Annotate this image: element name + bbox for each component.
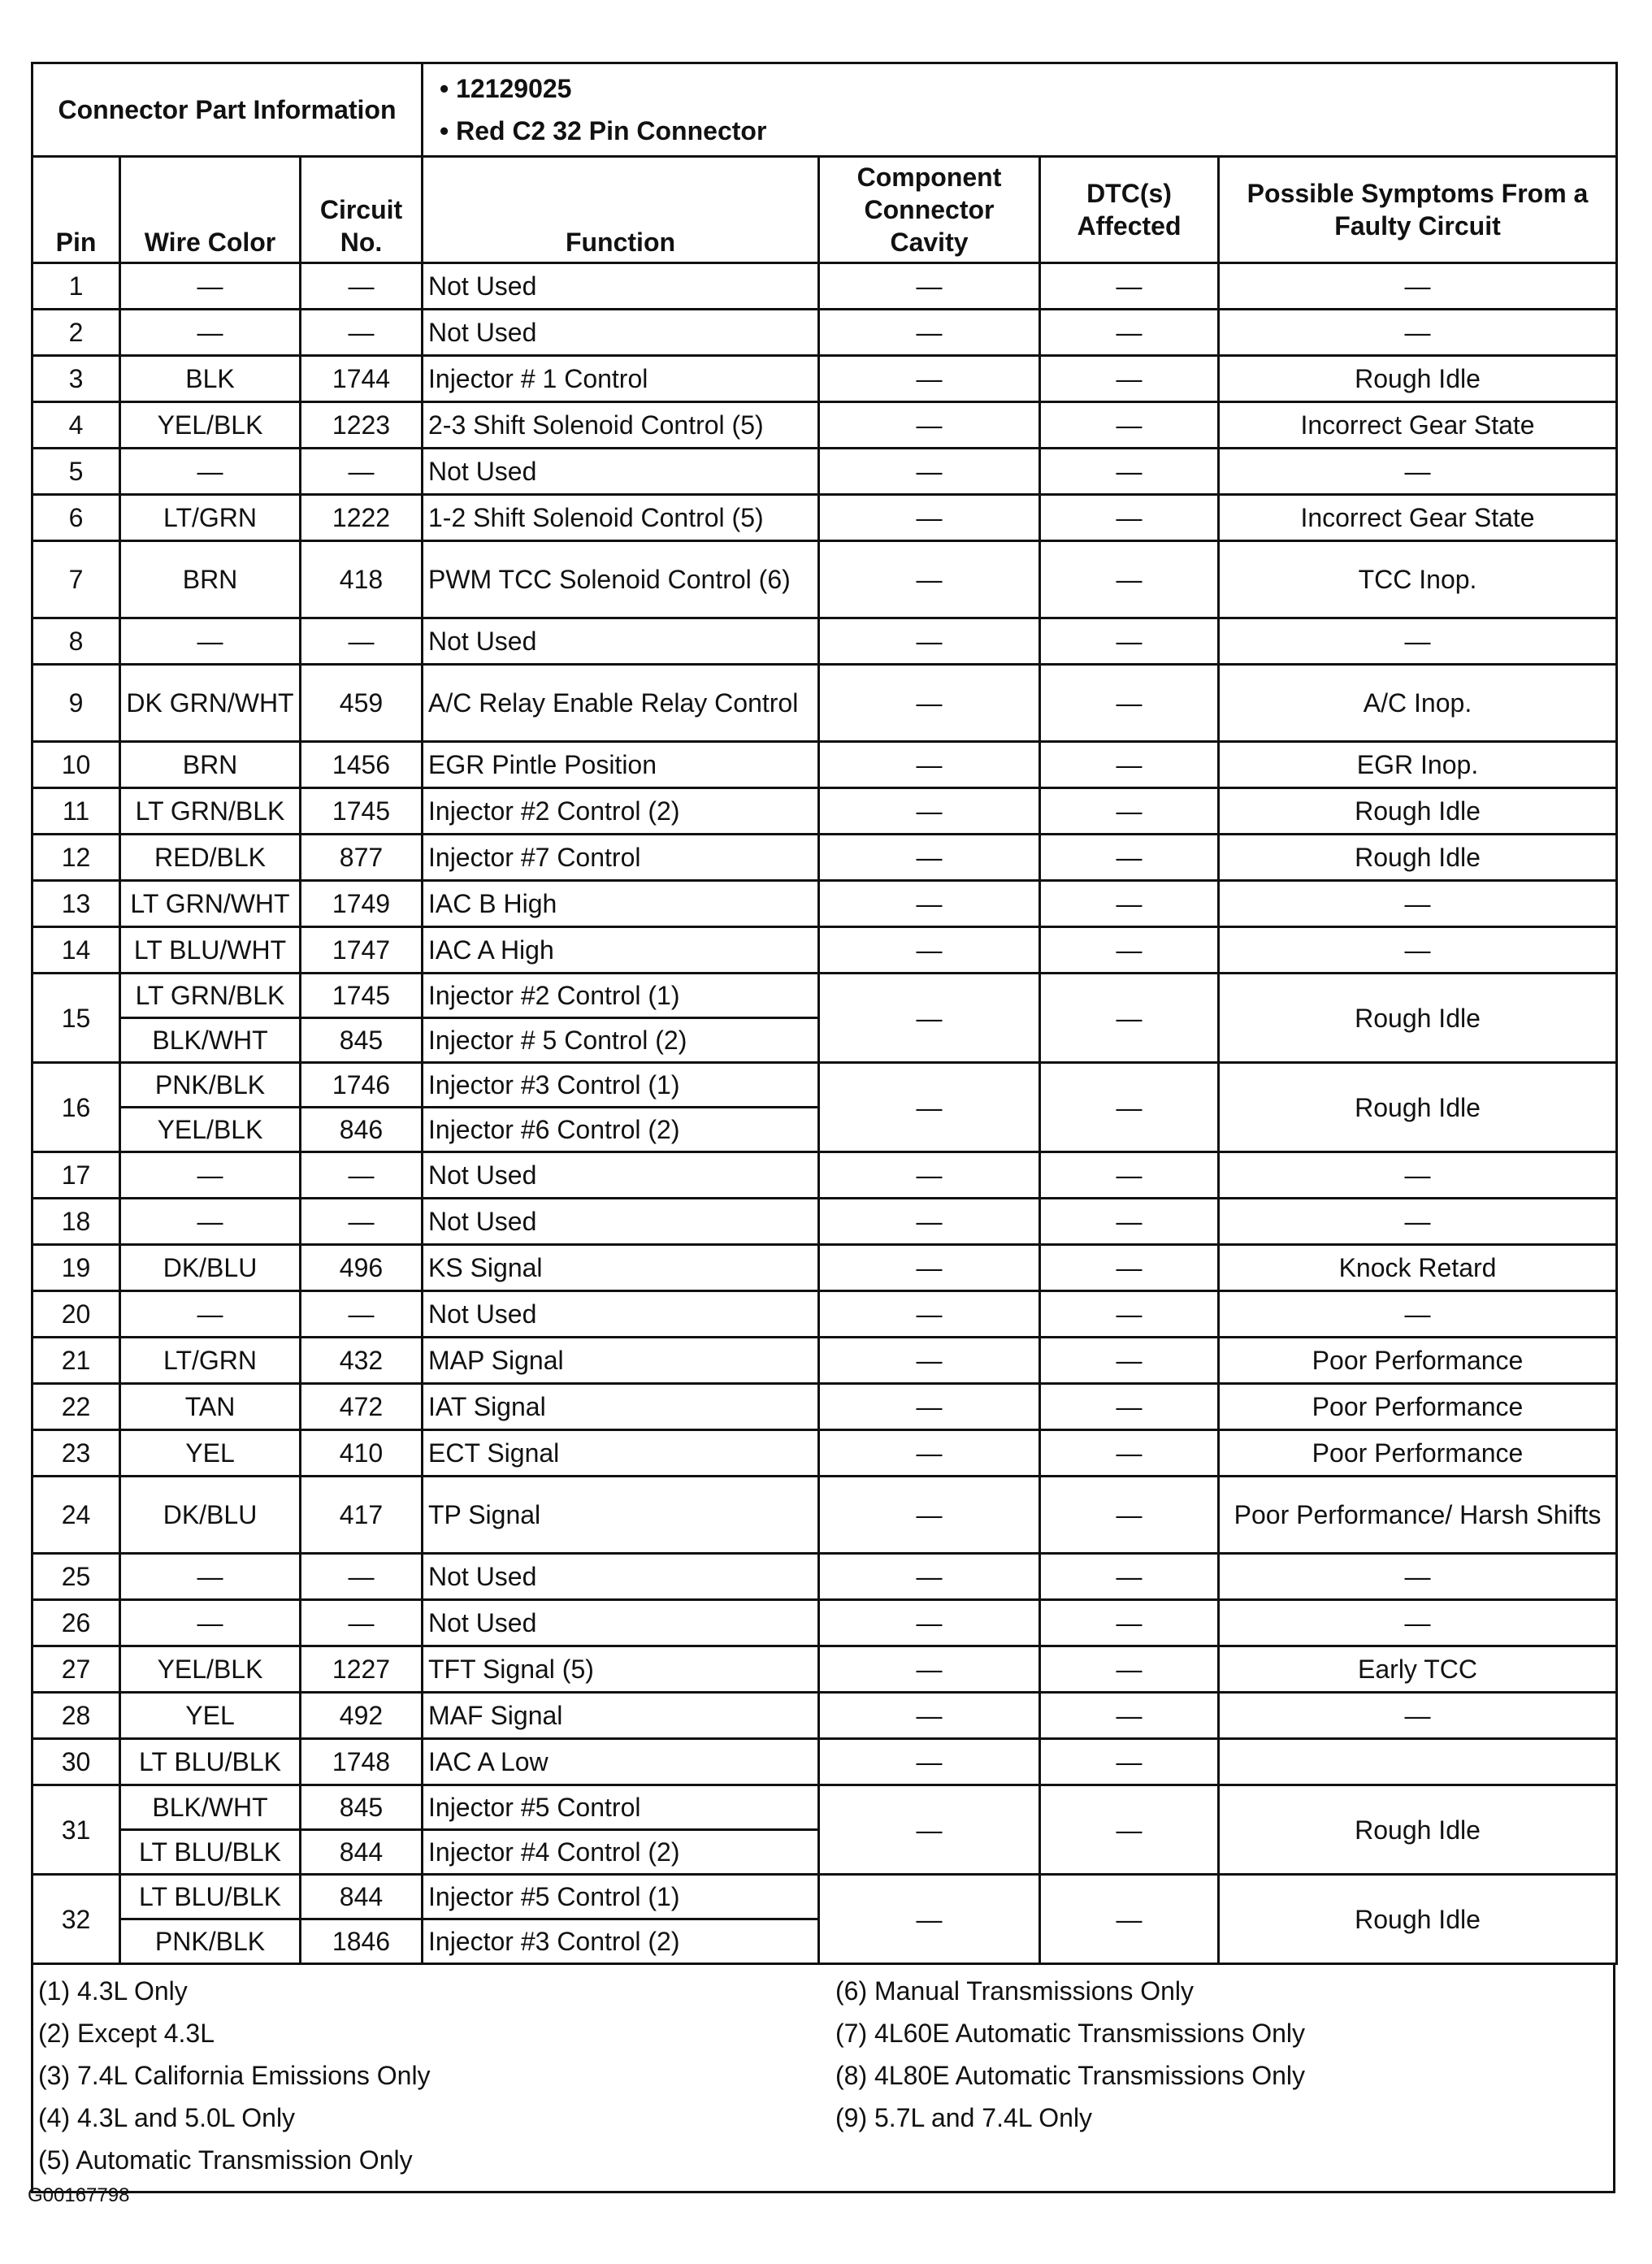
symptom-cell: Poor Performance bbox=[1219, 1384, 1617, 1430]
table-row bbox=[33, 788, 1617, 835]
cavity-cell: — bbox=[819, 1739, 1040, 1785]
table-row bbox=[33, 665, 1617, 742]
function-cell: 1-2 Shift Solenoid Control (5) bbox=[423, 495, 819, 541]
dtc-cell: — bbox=[1040, 1875, 1219, 1964]
cavity-cell: — bbox=[819, 310, 1040, 356]
function-cell: Not Used bbox=[423, 1291, 819, 1338]
table-row bbox=[33, 1785, 1617, 1830]
wire-color-cell: BRN bbox=[120, 541, 301, 618]
function-cell: Not Used bbox=[423, 1152, 819, 1199]
dtc-cell: — bbox=[1040, 495, 1219, 541]
wire-color-cell: LT/GRN bbox=[120, 1338, 301, 1384]
function-cell: MAP Signal bbox=[423, 1338, 819, 1384]
cavity-cell: — bbox=[819, 665, 1040, 742]
dtc-cell: — bbox=[1040, 835, 1219, 881]
footnote: (5) Automatic Transmission Only bbox=[38, 2145, 413, 2175]
pin-cell: 19 bbox=[33, 1245, 120, 1291]
function-cell: Not Used bbox=[423, 1554, 819, 1600]
cavity-cell: — bbox=[819, 1338, 1040, 1384]
cavity-cell: — bbox=[819, 1199, 1040, 1245]
circuit-cell: 1745 bbox=[301, 974, 423, 1018]
pin-cell: 26 bbox=[33, 1600, 120, 1646]
cavity-cell: — bbox=[819, 1430, 1040, 1477]
symptom-cell: TCC Inop. bbox=[1219, 541, 1617, 618]
cavity-cell: — bbox=[819, 1477, 1040, 1554]
function-cell: IAC B High bbox=[423, 881, 819, 927]
circuit-cell: 417 bbox=[301, 1477, 423, 1554]
dtc-cell: — bbox=[1040, 1739, 1219, 1785]
pin-cell: 5 bbox=[33, 449, 120, 495]
footnote: (4) 4.3L and 5.0L Only bbox=[38, 2103, 296, 2132]
footnote: (9) 5.7L and 7.4L Only bbox=[835, 2103, 1093, 2132]
footnote: (1) 4.3L Only bbox=[38, 1976, 188, 2006]
wire-color-cell: LT GRN/WHT bbox=[120, 881, 301, 927]
wire-color-cell: RED/BLK bbox=[120, 835, 301, 881]
dtc-cell: — bbox=[1040, 1646, 1219, 1693]
footnote: (3) 7.4L California Emissions Only bbox=[38, 2061, 431, 2090]
wire-color-cell: YEL/BLK bbox=[120, 1646, 301, 1693]
circuit-cell: — bbox=[301, 1291, 423, 1338]
pin-cell: 28 bbox=[33, 1693, 120, 1739]
table-row bbox=[33, 1063, 1617, 1108]
pin-cell: 1 bbox=[33, 263, 120, 310]
circuit-cell: 492 bbox=[301, 1693, 423, 1739]
dtc-cell: — bbox=[1040, 881, 1219, 927]
dtc-cell: — bbox=[1040, 263, 1219, 310]
pin-cell: 23 bbox=[33, 1430, 120, 1477]
table-row bbox=[33, 1338, 1617, 1384]
function-cell: Not Used bbox=[423, 310, 819, 356]
function-cell: ECT Signal bbox=[423, 1430, 819, 1477]
function-cell: Injector #4 Control (2) bbox=[423, 1830, 819, 1875]
col-header-circuit-no: Circuit No. bbox=[301, 157, 423, 263]
symptom-cell: EGR Inop. bbox=[1219, 742, 1617, 788]
connector-info-list bbox=[423, 63, 1617, 157]
table-row bbox=[33, 449, 1617, 495]
dtc-cell: — bbox=[1040, 1785, 1219, 1875]
cavity-cell: — bbox=[819, 742, 1040, 788]
table-row bbox=[33, 974, 1617, 1018]
function-cell: IAC A Low bbox=[423, 1739, 819, 1785]
figure-id: G00167798 bbox=[28, 2184, 130, 2206]
table-row bbox=[33, 1875, 1617, 1919]
table-row bbox=[33, 835, 1617, 881]
dtc-cell: — bbox=[1040, 788, 1219, 835]
function-cell: TFT Signal (5) bbox=[423, 1646, 819, 1693]
pin-cell: 24 bbox=[33, 1477, 120, 1554]
symptom-cell: — bbox=[1219, 1199, 1617, 1245]
circuit-cell: 472 bbox=[301, 1384, 423, 1430]
table-row bbox=[33, 1245, 1617, 1291]
pin-cell: 22 bbox=[33, 1384, 120, 1430]
symptom-cell: Poor Performance bbox=[1219, 1430, 1617, 1477]
dtc-cell: — bbox=[1040, 1063, 1219, 1152]
wire-color-cell: LT BLU/WHT bbox=[120, 927, 301, 974]
footnote: (7) 4L60E Automatic Transmissions Only bbox=[835, 2019, 1306, 2048]
pin-cell: 18 bbox=[33, 1199, 120, 1245]
circuit-cell: 1748 bbox=[301, 1739, 423, 1785]
circuit-cell: 1846 bbox=[301, 1919, 423, 1964]
pin-cell: 30 bbox=[33, 1739, 120, 1785]
cavity-cell: — bbox=[819, 402, 1040, 449]
wire-color-cell: — bbox=[120, 1199, 301, 1245]
dtc-cell: — bbox=[1040, 541, 1219, 618]
cavity-cell: — bbox=[819, 927, 1040, 974]
table-row bbox=[33, 1384, 1617, 1430]
function-cell: PWM TCC Solenoid Control (6) bbox=[423, 541, 819, 618]
wire-color-cell: BRN bbox=[120, 742, 301, 788]
wire-color-cell: LT BLU/BLK bbox=[120, 1830, 301, 1875]
cavity-cell: — bbox=[819, 974, 1040, 1063]
pin-cell: 9 bbox=[33, 665, 120, 742]
table-row bbox=[33, 1477, 1617, 1554]
cavity-cell: — bbox=[819, 1646, 1040, 1693]
circuit-cell: — bbox=[301, 1554, 423, 1600]
function-cell: IAC A High bbox=[423, 927, 819, 974]
pin-cell: 31 bbox=[33, 1785, 120, 1875]
cavity-cell: — bbox=[819, 449, 1040, 495]
dtc-cell: — bbox=[1040, 1291, 1219, 1338]
circuit-cell: 1223 bbox=[301, 402, 423, 449]
symptom-cell: Rough Idle bbox=[1219, 1063, 1617, 1152]
function-cell: A/C Relay Enable Relay Control bbox=[423, 665, 819, 742]
pin-cell: 2 bbox=[33, 310, 120, 356]
symptom-cell: — bbox=[1219, 1152, 1617, 1199]
function-cell: Injector # 1 Control bbox=[423, 356, 819, 402]
wire-color-cell: TAN bbox=[120, 1384, 301, 1430]
dtc-cell: — bbox=[1040, 974, 1219, 1063]
wire-color-cell: BLK bbox=[120, 356, 301, 402]
connector-sheet bbox=[31, 62, 1615, 2193]
pin-cell: 21 bbox=[33, 1338, 120, 1384]
cavity-cell: — bbox=[819, 1554, 1040, 1600]
wire-color-cell: DK/BLU bbox=[120, 1477, 301, 1554]
wire-color-cell: YEL bbox=[120, 1430, 301, 1477]
col-header-dtc: DTC(s) Affected bbox=[1040, 157, 1219, 263]
table-row bbox=[33, 402, 1617, 449]
circuit-cell: — bbox=[301, 1199, 423, 1245]
symptom-cell: Rough Idle bbox=[1219, 1875, 1617, 1964]
dtc-cell: — bbox=[1040, 1477, 1219, 1554]
function-cell: Not Used bbox=[423, 1199, 819, 1245]
symptom-cell: — bbox=[1219, 927, 1617, 974]
dtc-cell: — bbox=[1040, 1245, 1219, 1291]
circuit-cell: 459 bbox=[301, 665, 423, 742]
function-cell: Injector #2 Control (1) bbox=[423, 974, 819, 1018]
symptom-cell: Poor Performance bbox=[1219, 1338, 1617, 1384]
pin-cell: 6 bbox=[33, 495, 120, 541]
wire-color-cell: LT BLU/BLK bbox=[120, 1739, 301, 1785]
pin-cell: 25 bbox=[33, 1554, 120, 1600]
connector-part-number: • 12129025 bbox=[440, 74, 572, 103]
dtc-cell: — bbox=[1040, 310, 1219, 356]
circuit-cell: 418 bbox=[301, 541, 423, 618]
wire-color-cell: BLK/WHT bbox=[120, 1785, 301, 1830]
footnote: (6) Manual Transmissions Only bbox=[835, 1976, 1195, 2006]
cavity-cell: — bbox=[819, 1152, 1040, 1199]
pin-cell: 4 bbox=[33, 402, 120, 449]
symptom-cell: Incorrect Gear State bbox=[1219, 402, 1617, 449]
wire-color-cell: — bbox=[120, 310, 301, 356]
function-cell: Injector # 5 Control (2) bbox=[423, 1018, 819, 1063]
dtc-cell: — bbox=[1040, 449, 1219, 495]
cavity-cell: — bbox=[819, 1693, 1040, 1739]
table-row bbox=[33, 356, 1617, 402]
circuit-cell: 844 bbox=[301, 1830, 423, 1875]
table-row bbox=[33, 1600, 1617, 1646]
table-row bbox=[33, 263, 1617, 310]
table-row bbox=[33, 541, 1617, 618]
table-row bbox=[33, 1693, 1617, 1739]
cavity-cell: — bbox=[819, 881, 1040, 927]
dtc-cell: — bbox=[1040, 1430, 1219, 1477]
function-cell: EGR Pintle Position bbox=[423, 742, 819, 788]
pin-cell: 7 bbox=[33, 541, 120, 618]
symptom-cell: — bbox=[1219, 1693, 1617, 1739]
dtc-cell: — bbox=[1040, 1152, 1219, 1199]
table-row bbox=[33, 495, 1617, 541]
circuit-cell: — bbox=[301, 618, 423, 665]
circuit-cell: 432 bbox=[301, 1338, 423, 1384]
col-header-function: Function bbox=[423, 157, 819, 263]
table-row bbox=[33, 1152, 1617, 1199]
function-cell: IAT Signal bbox=[423, 1384, 819, 1430]
table-row bbox=[33, 927, 1617, 974]
function-cell: Injector #5 Control bbox=[423, 1785, 819, 1830]
table-row bbox=[33, 742, 1617, 788]
dtc-cell: — bbox=[1040, 1199, 1219, 1245]
dtc-cell: — bbox=[1040, 742, 1219, 788]
pin-cell: 17 bbox=[33, 1152, 120, 1199]
pin-cell: 8 bbox=[33, 618, 120, 665]
symptom-cell: Early TCC bbox=[1219, 1646, 1617, 1693]
table-row bbox=[33, 1291, 1617, 1338]
function-cell: Injector #6 Control (2) bbox=[423, 1108, 819, 1152]
col-header-pin: Pin bbox=[33, 157, 120, 263]
function-cell: Not Used bbox=[423, 618, 819, 665]
symptom-cell: — bbox=[1219, 310, 1617, 356]
footnotes bbox=[31, 1965, 1615, 2193]
cavity-cell: — bbox=[819, 1384, 1040, 1430]
symptom-cell: Rough Idle bbox=[1219, 1785, 1617, 1875]
dtc-cell: — bbox=[1040, 1554, 1219, 1600]
cavity-cell: — bbox=[819, 1600, 1040, 1646]
cavity-cell: — bbox=[819, 1245, 1040, 1291]
wire-color-cell: YEL/BLK bbox=[120, 402, 301, 449]
function-cell: MAF Signal bbox=[423, 1693, 819, 1739]
symptom-cell: Rough Idle bbox=[1219, 835, 1617, 881]
circuit-cell: 845 bbox=[301, 1785, 423, 1830]
dtc-cell: — bbox=[1040, 927, 1219, 974]
symptom-cell: — bbox=[1219, 618, 1617, 665]
cavity-cell: — bbox=[819, 541, 1040, 618]
wire-color-cell: PNK/BLK bbox=[120, 1063, 301, 1108]
circuit-cell: 1747 bbox=[301, 927, 423, 974]
circuit-cell: 410 bbox=[301, 1430, 423, 1477]
symptom-cell: — bbox=[1219, 1554, 1617, 1600]
dtc-cell: — bbox=[1040, 665, 1219, 742]
circuit-cell: 877 bbox=[301, 835, 423, 881]
cavity-cell: — bbox=[819, 1875, 1040, 1964]
circuit-cell: 1222 bbox=[301, 495, 423, 541]
cavity-cell: — bbox=[819, 263, 1040, 310]
cavity-cell: — bbox=[819, 495, 1040, 541]
pin-cell: 3 bbox=[33, 356, 120, 402]
wire-color-cell: YEL bbox=[120, 1693, 301, 1739]
symptom-cell: A/C Inop. bbox=[1219, 665, 1617, 742]
circuit-cell: — bbox=[301, 263, 423, 310]
symptom-cell: — bbox=[1219, 449, 1617, 495]
table-row bbox=[33, 618, 1617, 665]
table-row bbox=[33, 1430, 1617, 1477]
circuit-cell: 1746 bbox=[301, 1063, 423, 1108]
function-cell: Injector #7 Control bbox=[423, 835, 819, 881]
dtc-cell: — bbox=[1040, 1384, 1219, 1430]
cavity-cell: — bbox=[819, 1291, 1040, 1338]
symptom-cell: — bbox=[1219, 1291, 1617, 1338]
circuit-cell: 845 bbox=[301, 1018, 423, 1063]
pin-cell: 13 bbox=[33, 881, 120, 927]
symptom-cell: — bbox=[1219, 263, 1617, 310]
pin-cell: 20 bbox=[33, 1291, 120, 1338]
wire-color-cell: DK GRN/WHT bbox=[120, 665, 301, 742]
circuit-cell: 844 bbox=[301, 1875, 423, 1919]
connector-info-row bbox=[33, 63, 1617, 157]
symptom-cell: Rough Idle bbox=[1219, 356, 1617, 402]
table-row bbox=[33, 310, 1617, 356]
dtc-cell: — bbox=[1040, 356, 1219, 402]
pin-cell: 14 bbox=[33, 927, 120, 974]
table-row bbox=[33, 1199, 1617, 1245]
function-cell: Not Used bbox=[423, 263, 819, 310]
function-cell: Not Used bbox=[423, 449, 819, 495]
symptom-cell bbox=[1219, 1739, 1617, 1785]
circuit-cell: 846 bbox=[301, 1108, 423, 1152]
cavity-cell: — bbox=[819, 788, 1040, 835]
wire-color-cell: — bbox=[120, 1152, 301, 1199]
pin-cell: 15 bbox=[33, 974, 120, 1063]
connector-description: • Red C2 32 Pin Connector bbox=[440, 116, 767, 145]
circuit-cell: 496 bbox=[301, 1245, 423, 1291]
function-cell: KS Signal bbox=[423, 1245, 819, 1291]
symptom-cell: Incorrect Gear State bbox=[1219, 495, 1617, 541]
footnote: (8) 4L80E Automatic Transmissions Only bbox=[835, 2061, 1306, 2090]
cavity-cell: — bbox=[819, 356, 1040, 402]
col-header-cavity: Component Connector Cavity bbox=[819, 157, 1040, 263]
function-cell: Injector #2 Control (2) bbox=[423, 788, 819, 835]
circuit-cell: — bbox=[301, 310, 423, 356]
circuit-cell: — bbox=[301, 449, 423, 495]
wire-color-cell: PNK/BLK bbox=[120, 1919, 301, 1964]
wire-color-cell: LT GRN/BLK bbox=[120, 788, 301, 835]
symptom-cell: — bbox=[1219, 1600, 1617, 1646]
function-cell: Injector #3 Control (2) bbox=[423, 1919, 819, 1964]
connector-table bbox=[31, 62, 1618, 1965]
wire-color-cell: DK/BLU bbox=[120, 1245, 301, 1291]
circuit-cell: 1227 bbox=[301, 1646, 423, 1693]
dtc-cell: — bbox=[1040, 402, 1219, 449]
wire-color-cell: — bbox=[120, 618, 301, 665]
circuit-cell: 1744 bbox=[301, 356, 423, 402]
wire-color-cell: — bbox=[120, 1554, 301, 1600]
circuit-cell: — bbox=[301, 1600, 423, 1646]
table-row bbox=[33, 1646, 1617, 1693]
footnotes-left bbox=[38, 1970, 811, 2181]
col-header-symptoms: Possible Symptoms From a Faulty Circuit bbox=[1219, 157, 1617, 263]
symptom-cell: Rough Idle bbox=[1219, 974, 1617, 1063]
function-cell: Not Used bbox=[423, 1600, 819, 1646]
function-cell: Injector #5 Control (1) bbox=[423, 1875, 819, 1919]
wire-color-cell: LT/GRN bbox=[120, 495, 301, 541]
wire-color-cell: — bbox=[120, 263, 301, 310]
footnotes-right bbox=[811, 1970, 1608, 2181]
dtc-cell: — bbox=[1040, 1338, 1219, 1384]
cavity-cell: — bbox=[819, 1785, 1040, 1875]
pin-cell: 11 bbox=[33, 788, 120, 835]
function-cell: Injector #3 Control (1) bbox=[423, 1063, 819, 1108]
table-row bbox=[33, 1739, 1617, 1785]
circuit-cell: 1749 bbox=[301, 881, 423, 927]
circuit-cell: 1745 bbox=[301, 788, 423, 835]
table-row bbox=[33, 1554, 1617, 1600]
wire-color-cell: BLK/WHT bbox=[120, 1018, 301, 1063]
connector-info-label: Connector Part Information bbox=[33, 63, 423, 157]
circuit-cell: 1456 bbox=[301, 742, 423, 788]
pin-cell: 12 bbox=[33, 835, 120, 881]
circuit-cell: — bbox=[301, 1152, 423, 1199]
symptom-cell: Poor Performance/ Harsh Shifts bbox=[1219, 1477, 1617, 1554]
symptom-cell: — bbox=[1219, 881, 1617, 927]
pin-cell: 32 bbox=[33, 1875, 120, 1964]
dtc-cell: — bbox=[1040, 618, 1219, 665]
function-cell: 2-3 Shift Solenoid Control (5) bbox=[423, 402, 819, 449]
pin-cell: 27 bbox=[33, 1646, 120, 1693]
table-row bbox=[33, 881, 1617, 927]
column-header-row bbox=[33, 157, 1617, 263]
symptom-cell: Rough Idle bbox=[1219, 788, 1617, 835]
wire-color-cell: — bbox=[120, 1600, 301, 1646]
wire-color-cell: — bbox=[120, 449, 301, 495]
dtc-cell: — bbox=[1040, 1600, 1219, 1646]
pin-cell: 10 bbox=[33, 742, 120, 788]
wire-color-cell: — bbox=[120, 1291, 301, 1338]
wire-color-cell: LT BLU/BLK bbox=[120, 1875, 301, 1919]
dtc-cell: — bbox=[1040, 1693, 1219, 1739]
function-cell: TP Signal bbox=[423, 1477, 819, 1554]
wire-color-cell: YEL/BLK bbox=[120, 1108, 301, 1152]
cavity-cell: — bbox=[819, 618, 1040, 665]
pin-cell: 16 bbox=[33, 1063, 120, 1152]
footnote: (2) Except 4.3L bbox=[38, 2019, 215, 2048]
pin-rows bbox=[33, 263, 1617, 1964]
cavity-cell: — bbox=[819, 835, 1040, 881]
col-header-wire-color: Wire Color bbox=[120, 157, 301, 263]
cavity-cell: — bbox=[819, 1063, 1040, 1152]
symptom-cell: Knock Retard bbox=[1219, 1245, 1617, 1291]
wire-color-cell: LT GRN/BLK bbox=[120, 974, 301, 1018]
